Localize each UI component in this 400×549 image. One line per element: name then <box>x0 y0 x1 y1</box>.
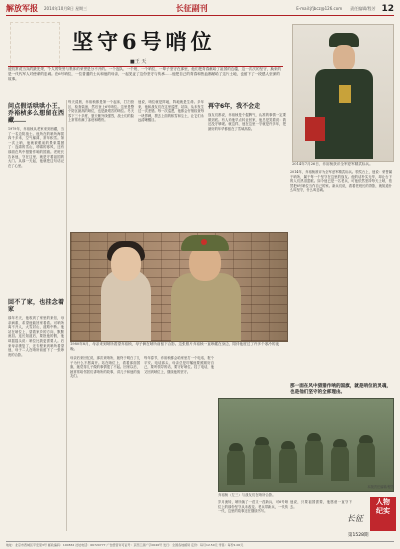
soldier-figure <box>357 441 375 477</box>
issue-date: 2014年10月8日 星期三 <box>44 5 88 11</box>
article-lead: 他们常说当兵的最光荣，个人的荣誉与集体的荣誉是分不开的。一个连队、一个班、一个哨位，一辈子坚守在那里，他们把青春献给了祖国的边疆，这一次次的坚守，换来的是一代代军人对使命的忠诚。在6号哨位，一位普通的士兵和他的母亲，一起见证了这份坚守与传承……他把自己的青春和热血都献给了这片土地，也留下了一段感人至深的故事。 <box>8 66 283 97</box>
article-author: ■王 天 <box>130 59 147 65</box>
text-column-3 <box>138 100 204 228</box>
paragraph: 每天清晨，乔裕桢都是第一个起床，打扫营区，检查装备，然后登上6号哨位。这里是整个防区最高的哨位，也是最艰苦的哨位。冬天零下三十多度，夏天紫外线强烈，战士们的脸上常常布满了冻疮和晒伤。 <box>68 100 134 123</box>
editor-note: 本版责任编辑/程芳 <box>367 485 394 489</box>
decorative-stamp <box>10 22 60 68</box>
photo2-caption: 乔裕桢（左三）与战友们在哨所合影。 <box>218 493 276 497</box>
helmet <box>333 439 347 447</box>
mother-son-photo <box>70 232 288 342</box>
masthead <box>6 3 394 14</box>
pull-quote: 那一面在风中猎猎作响的国旗，就是哨位的灵魂，也是他们坚守的全部理由。 <box>290 384 392 395</box>
soldier-figure <box>331 445 349 481</box>
portrait-uniform <box>315 69 373 159</box>
soldier-figure <box>171 273 241 341</box>
medal-icon <box>339 85 351 103</box>
text-column-2 <box>68 100 134 228</box>
mother-face <box>111 247 141 281</box>
paragraph: 那年冬天，他收到了家里的来信，母亲病重，希望他能回家看看。可哨所离不开人，大雪封山，道路中断。他站在哨位上，望着家乡的方向，默默流泪。连长知道后，要批他的假，他却摇摇头说：哨位比我更需要人。后来母亲康复了，还专程来到哨所看望他，母子二人在哨所前留下了一张珍贵的合影。 <box>8 316 64 357</box>
paragraph: 他说，只要祖国需要，他愿意一直守下去。 <box>290 500 352 509</box>
text-column-1a <box>8 100 64 268</box>
photo1-caption: 1980年8月，母亲来到哨所看望乔裕桢，母子俩在哨所前留下合影。这张照片乔裕桢一直珍藏在身边，陪伴他度过了许多个寒冷的夜晚。 <box>70 342 280 351</box>
soldier-figure <box>227 449 245 485</box>
paragraph: 1979年，乔裕桢从老家来到西藏，当了一名边防战士。他所在的哨所海拔四千多米，空气稀薄，常年积雪。第一次上哨，他就被眼前的景象震撼了：连绵的雪山，呼啸的寒风，还有那面在风中猎猎作响的国旗。老班长告诉他，守在这里，就是守着祖国的大门。从那一天起，他就把这句话记在了心里。 <box>8 127 64 168</box>
editor-credit: 责任编辑/程芳 <box>350 5 376 11</box>
paragraph: 战友们都说，乔裕桢是个倔脾气，认准的事情一定要做到底。有人劝他早点转业回家，他总是笑着说：我还没守够呢。就这样，他在这里一守就是许多年，把最好的年华都留在了雪域高原。 <box>208 113 286 131</box>
helmet <box>255 437 269 445</box>
subheading-2: 再守6年，我不会走 <box>208 103 261 110</box>
newspaper-logo: 解放军报 <box>6 4 38 13</box>
subheading-1: 问点假话哄哄小王，乔裕桢多么想留在西藏…… <box>8 103 64 124</box>
column-signature: 长征 <box>347 514 363 523</box>
text-column-6 <box>70 356 140 531</box>
text-column-1b <box>8 296 64 531</box>
page-number: 12 <box>381 3 394 14</box>
helmet <box>281 441 295 449</box>
column-badge <box>370 497 396 531</box>
soldier-portrait-photo <box>292 24 394 162</box>
text-column-7 <box>144 356 214 531</box>
helmet <box>229 443 243 451</box>
subheading-3: 回不了家，也挂念着家 <box>8 299 64 313</box>
column-divider <box>66 100 67 531</box>
soldiers-group-photo <box>218 398 394 492</box>
paragraph: 2014年，乔裕桢被评为全军爱军精武标兵。领奖台上，他说：荣誉属于哨所，属于每一个坚守在这里的战友。他的话朴实无华，却让台下的人们热泪盈眶。如今他已是一名老兵，可他依然坚持每天上哨，依然把6号哨位当作自己的家。新兵们说，看着老班长的背影，就知道什么叫坚守，什么叫忠诚。 <box>290 170 392 193</box>
paragraph: 岁月流转，哨所换了一茬又一茬新兵，可6号哨位上的那份坚守从未改变。老兵带新兵，一代传一代，这里的故事还在继续书写。 <box>218 500 288 514</box>
certificate-book <box>305 117 325 141</box>
portrait-caption: 2014年7月26日，乔裕桢获评全军爱军精武标兵。 <box>292 162 373 166</box>
text-column-5 <box>290 170 392 380</box>
issue-number: 第1528期 <box>348 533 369 538</box>
helmet <box>307 433 321 441</box>
paragraph: 母亲后来回忆说，那次来哨所，她终于明白了儿子为什么不愿离开。站在哨位上，看着那面国旗，她觉得儿子做的事情很了不起。回家以后，她常常给邻居们讲哨所的故事，讲儿子和他的战友们。 <box>70 356 140 379</box>
paragraph: 每年春节，乔裕桢都会给家里打一个电话，报个平安。电话那头，母亲总是叮嘱他要照顾好自己，要听领导的话，要守好哨位。挂了电话，他又回到哨位上，继续他的坚守。 <box>144 356 214 374</box>
soldier-figure <box>279 447 297 483</box>
soldier-figure <box>305 439 323 475</box>
paragraph: 他说，哨位就是阵地，阵地就是生命。多年来，他和战友们在这里巡逻、站岗，从未发生过一次差错。每一次巡逻，他都会仔细检查每一块界碑，擦去上面的积雪和尘土，让它们永远清晰醒目。 <box>138 100 204 123</box>
masthead-rule <box>6 15 394 16</box>
portrait-face <box>333 45 355 71</box>
text-column-9 <box>290 500 352 540</box>
page-footer: 地址：北京市西城区平安里3号 邮政编码：100832 社址电话：66720777 广告经营许可证号：京西工商广字0046号 发行：全国各地邮局 定价：每月12.50元 零售：每份1.00元 <box>6 541 394 548</box>
contact-email: E-mail:jfjbcz@126.com <box>296 6 343 11</box>
article-title: 坚守6号哨位 <box>72 29 216 54</box>
soldier-figure <box>253 443 271 479</box>
text-column-4 <box>208 100 286 228</box>
badge-text-2: 纪实 <box>376 507 390 515</box>
text-column-8 <box>218 500 288 538</box>
badge-text-1: 人物 <box>376 498 390 506</box>
section-name: 长征副刊 <box>175 4 208 13</box>
helmet <box>359 435 373 443</box>
cap-star-icon <box>201 239 207 245</box>
